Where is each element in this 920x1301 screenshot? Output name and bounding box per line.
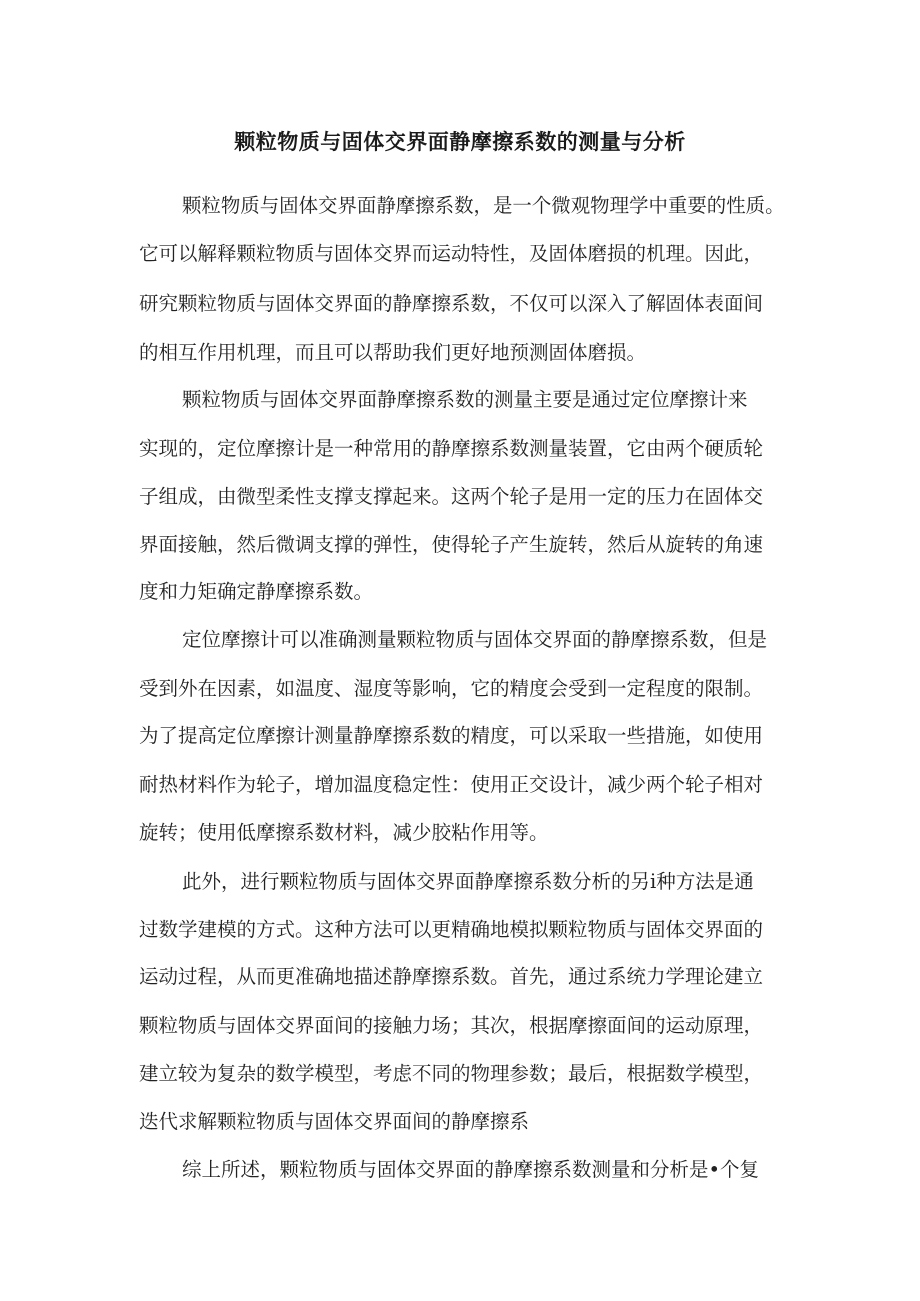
text-line: 旋转；使用低摩擦系数材料，减少胶粘作用等。 — [139, 821, 549, 844]
text-line: 子组成，由微型柔性支撑支撑起来。这两个轮子是用一定的压力在固体交 — [139, 485, 764, 508]
text-line: 界面接触，然后微调支撑的弹性，使得轮子产生旋转，然后从旋转的角速 — [139, 533, 764, 556]
text-line: 实现的，定位摩擦计是一种常用的静摩擦系数测量装置，它由两个硬质轮 — [139, 437, 764, 460]
text-line: 颗粒物质与固体交界面静摩擦系数，是一个微观物理学中重要的性质。 — [182, 194, 785, 217]
text-line: 运动过程，从而更准确地描述静摩擦系数。首先，通过系统力学理论建立 — [139, 965, 764, 988]
text-line: 耐热材料作为轮子，增加温度稳定性：使用正交设计，减少两个轮子相对 — [139, 773, 764, 796]
text-line: 为了提高定位摩擦计测量静摩擦系数的精度，可以采取一些措施，如使用 — [139, 724, 764, 747]
text-line: 定位摩擦计可以准确测量颗粒物质与固体交界面的静摩擦系数，但是 — [182, 628, 768, 651]
text-line: 建立较为复杂的数学模型，考虑不同的物理参数；最后，根据数学模型， — [139, 1062, 764, 1085]
text-line: 综上所述，颗粒物质与固体交界面的静摩擦系数测量和分析是•个复 — [182, 1158, 760, 1181]
text-line: 迭代求解颗粒物质与固体交界面间的静摩擦系 — [139, 1110, 530, 1133]
text-line: 它可以解释颗粒物质与固体交界而运动特性，及固体磨损的机理。因此， — [139, 242, 764, 265]
text-line: 颗粒物质与固体交界面静摩擦系数的测量主要是通过定位摩擦计来 — [182, 388, 748, 411]
text-line: 受到外在因素，如温度、湿度等影响，它的精度会受到一定程度的限制。 — [139, 677, 764, 700]
text-line: 颗粒物质与固体交界面间的接触力场；其次，根据摩擦面间的运动原理， — [139, 1014, 764, 1037]
text-line: 此外，进行颗粒物质与固体交界面静摩擦系数分析的另i种方法是通 — [182, 870, 754, 893]
text-line: 过数学建模的方式。这种方法可以更精确地模拟颗粒物质与固体交界面的 — [139, 918, 764, 941]
document-title: 颗粒物质与固体交界面静摩擦系数的测量与分析 — [234, 130, 686, 154]
text-line: 的相互作用机理，而且可以帮助我们更好地预测固体磨损。 — [139, 341, 647, 364]
text-line: 研究颗粒物质与固体交界面的静摩擦系数，不仅可以深入了解固体表面间 — [139, 292, 764, 315]
text-line: 度和力矩确定静摩擦系数。 — [139, 580, 374, 603]
